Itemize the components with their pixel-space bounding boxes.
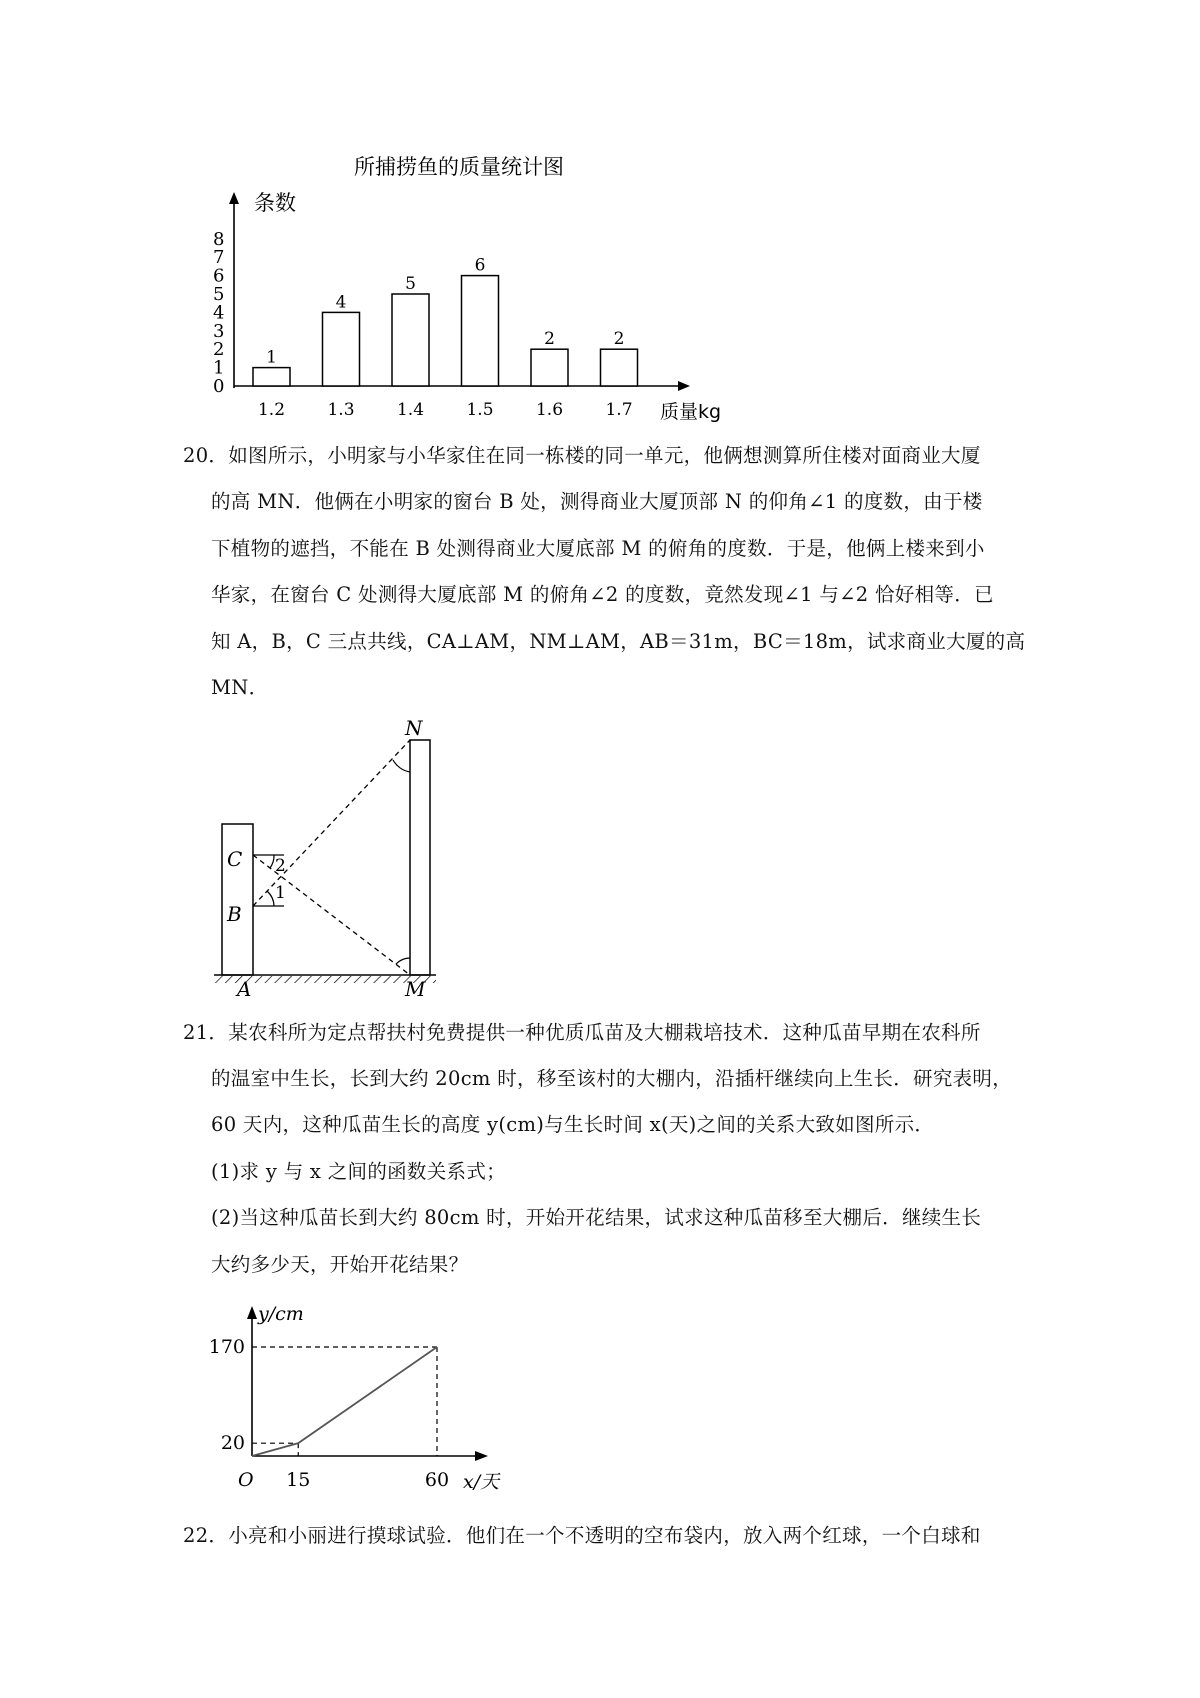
graph-tick-labels [209,1336,449,1491]
y-tick-label: 3 [213,320,225,342]
graph-y-tick-label: 20 [220,1432,245,1455]
x-axis-label: 质量kg [660,401,722,423]
label-b: B [227,902,242,926]
q21-line-2: 的温室中生长，长到大约 20cm 时，移至该村的大棚内，沿插杆继续向上生长．研究表明， [211,1067,1013,1090]
y-tick-label: 6 [213,265,225,287]
bar-data-label: 6 [474,255,486,276]
graph-y-axis-arrow [247,1306,257,1319]
label-n: N [405,716,423,740]
q21-line-6: 大约多少天，开始开花结果？ [211,1253,469,1276]
y-tick-label: 4 [213,302,225,324]
label-a: A [237,977,252,1001]
q21-line-3: 60 天内，这种瓜苗生长的高度 y(cm)与生长时间 x(天)之间的关系大致如图所示． [211,1113,935,1136]
q20-line-4: 华家，在窗台 C 处测得大厦底部 M 的俯角∠2 的度数，竟然发现∠1 与∠2 恰好相等．已 [211,583,994,606]
graph-guide-lines [252,1347,437,1456]
label-m: M [405,977,426,1001]
graph-origin-label: O [238,1469,254,1491]
graph-x-label: x/天 [463,1471,500,1493]
graph-x-tick-label: 60 [424,1469,450,1491]
bar-data-label: 2 [613,329,625,350]
chart-title: 所捕捞鱼的质量统计图 [354,155,564,179]
y-axis-label: 条数 [254,191,296,215]
q20-line-5: 知 A，B，C 三点共线，CA⊥AM，NM⊥AM，AB＝31m，BC＝18m，试求商业大厦的高 [211,630,1026,653]
x-tick-label: 1.6 [535,400,564,420]
y-tick-label: 7 [213,247,225,269]
growth-line [252,1347,437,1456]
q21-line-5: (2)当这种瓜苗长到大约 80cm 时，开始开花结果，试求这种瓜苗移至大棚后．继续生长 [211,1206,982,1229]
y-tick-label: 5 [213,284,225,305]
x-tick-label: 1.5 [466,400,494,420]
x-tick-label: 1.7 [605,400,633,420]
y-tick-label: 1 [213,357,225,379]
graph-y-label: y/cm [258,1303,304,1325]
q20-line-2: 的高 MN．他俩在小明家的窗台 B 处，测得商业大厦顶部 N 的仰角∠1 的度数，由于楼 [211,490,983,513]
graph-x-axis-arrow [475,1451,488,1461]
graph-y-tick-label: 170 [208,1336,245,1358]
q20-line-1: 20．如图所示，小明家与小华家住在同一栋楼的同一单元，他俩想测算所住楼对面商业大厦 [183,444,981,467]
q20-line-6: MN． [211,676,269,699]
q22-line-1: 22．小亮和小丽进行摸球试验．他们在一个不透明的空布袋内，放入两个红球，一个白球和 [183,1524,981,1547]
label-c: C [227,847,243,871]
y-tick-label: 0 [213,376,225,397]
q20-line-3: 下植物的遮挡，不能在 B 处测得商业大厦底部 M 的俯角的度数．于是，他俩上楼来到小 [211,537,985,560]
x-tick-label: 1.4 [396,400,425,420]
label-angle-2: 2 [275,856,286,876]
x-tick-label: 1.3 [327,400,355,420]
q21-line-1: 21．某农科所为定点帮扶村免费提供一种优质瓜苗及大棚栽培技术．这种瓜苗早期在农科所 [183,1021,981,1044]
y-tick-label: 2 [213,339,225,361]
graph-x-tick-label: 15 [286,1469,311,1491]
bar-data-label: 2 [544,329,555,350]
q21-line-4: (1)求 y 与 x 之间的函数关系式； [211,1160,506,1183]
y-tick-label: 8 [213,228,225,250]
x-tick-label: 1.2 [257,400,286,420]
bar-data-label: 5 [405,274,416,294]
bar-data-label: 1 [266,347,277,368]
bar-data-label: 4 [335,292,347,313]
label-angle-1: 1 [275,883,286,903]
